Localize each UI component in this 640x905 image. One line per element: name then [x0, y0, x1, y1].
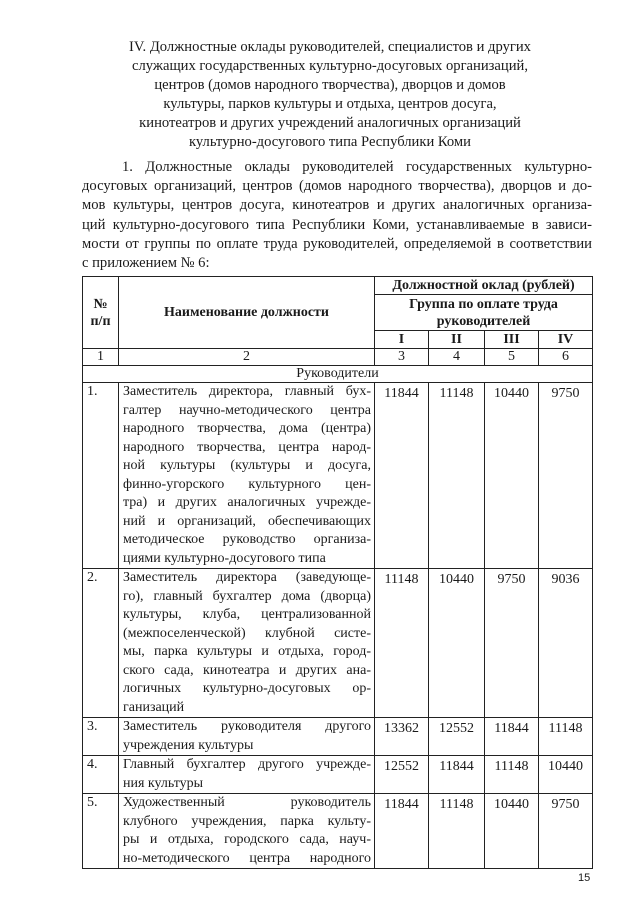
group-ii: II	[429, 331, 485, 349]
salary-value: 13362	[375, 718, 429, 756]
name-line: Заместитель руководителя другого	[123, 719, 371, 734]
paragraph-line: с приложением № 6:	[82, 255, 210, 272]
paragraph-line: мости от группы по оплате труда руководителей, определяемой в соответствии	[82, 235, 592, 252]
salary-value: 10440	[485, 794, 539, 869]
paragraph-line: ций культурно-досугового типа Республики Коми, устанавливаемые в зависи-	[82, 216, 592, 233]
heading-line: культуры, парков культуры и отдыха, центров досуга,	[163, 96, 497, 112]
paragraph-line: досуговых организаций, центров (домов народного творчества), дворцов и до-	[82, 178, 592, 195]
row-number: 2.	[83, 569, 119, 718]
name-line: циями культурно-досугового типа	[123, 550, 326, 566]
row-number: 5.	[83, 794, 119, 869]
name-line: ского сада, кинотеатра и других ана-	[123, 662, 371, 678]
paragraph-line: 1. Должностные оклады руководителей государственных культурно-	[122, 159, 592, 175]
salary-value: 10440	[429, 569, 485, 718]
row-number: 1.	[83, 383, 119, 569]
row-number: 3.	[83, 718, 119, 756]
group-iv: IV	[539, 331, 593, 349]
column-index: 3	[375, 349, 429, 366]
salary-value: 12552	[429, 718, 485, 756]
name-line: но-методического центра народного	[123, 850, 371, 866]
salary-value: 9750	[485, 569, 539, 718]
group-iii: III	[485, 331, 539, 349]
table-row	[83, 569, 593, 718]
name-line: народного творчества, дома (центра)	[123, 421, 371, 436]
name-line: финно-угорского культурного цен-	[123, 476, 371, 492]
column-header-number	[83, 277, 119, 349]
position-name	[119, 794, 375, 869]
salary-value: 9750	[539, 794, 593, 869]
name-line: народного творчества, центра народ-	[123, 439, 371, 455]
salary-value: 11844	[375, 383, 429, 569]
name-line: го), главный бухгалтер дома (дворца)	[123, 588, 371, 604]
column-index: 5	[485, 349, 539, 366]
column-index-row	[83, 349, 593, 366]
name-line: галтер научно-методического центра	[123, 402, 371, 418]
table-row	[83, 756, 593, 794]
name-line: методическое руководство организа-	[123, 532, 371, 547]
salary-value: 10440	[539, 756, 593, 794]
table-row	[83, 718, 593, 756]
name-line: ной культуры (культуры и досуга,	[123, 458, 371, 473]
name-line: учреждения культуры	[123, 737, 254, 753]
intro-paragraph	[82, 158, 592, 273]
salary-value: 9750	[539, 383, 593, 569]
column-index: 2	[119, 349, 375, 366]
salary-value: 10440	[485, 383, 539, 569]
position-name	[119, 718, 375, 756]
header-text: Группа по оплате труда	[409, 296, 558, 312]
table-row	[83, 794, 593, 869]
row-number: 4.	[83, 756, 119, 794]
salary-value: 11844	[485, 718, 539, 756]
name-line: тра) и других аналогичных учрежде-	[123, 495, 371, 510]
name-line: Художественный руководитель	[123, 795, 371, 810]
salary-value: 9036	[539, 569, 593, 718]
heading-line: культурно-досугового типа Республики Коми	[189, 134, 471, 150]
position-name	[119, 383, 375, 569]
name-line: ний и организаций, обеспечивающих	[123, 513, 371, 529]
salary-value: 11148	[429, 794, 485, 869]
name-line: Главный бухгалтер другого учрежде-	[123, 757, 371, 772]
salary-value: 11148	[429, 383, 485, 569]
name-line: ганизаций	[123, 699, 185, 715]
group-i: I	[375, 331, 429, 349]
header-text: п/п	[90, 313, 111, 329]
section-row	[83, 366, 593, 383]
name-line: мы, парка культуры и отдыха, город-	[123, 644, 371, 659]
salary-value: 12552	[375, 756, 429, 794]
name-line: ры и отдыха, городского сада, науч-	[123, 832, 371, 847]
header-text: №	[93, 296, 108, 312]
header-text: руководителей	[436, 313, 531, 329]
section-heading	[60, 38, 600, 152]
name-line: клубного учреждения, парка культу-	[123, 813, 371, 829]
heading-line: служащих государственных культурно-досуговых организаций,	[132, 58, 528, 74]
name-line: Заместитель директора, главный бух-	[123, 384, 371, 399]
name-line: Заместитель директора (заведующе-	[123, 570, 371, 585]
heading-line: кинотеатров и других учреждений аналогичных организаций	[139, 115, 521, 131]
name-line: культуры, клуба, централизованной	[123, 607, 371, 622]
name-line: (межпоселенческой) клубной систе-	[123, 625, 371, 641]
name-line: логичных культурно-досуговых ор-	[123, 681, 371, 696]
salary-value: 11148	[375, 569, 429, 718]
salary-header: Должностной оклад (рублей)	[375, 277, 593, 295]
group-header	[375, 295, 593, 331]
salary-value: 11844	[375, 794, 429, 869]
salary-value: 11148	[485, 756, 539, 794]
heading-line: центров (домов народного творчества), дворцов и домов	[154, 77, 506, 93]
salary-value: 11844	[429, 756, 485, 794]
column-index: 4	[429, 349, 485, 366]
salary-table	[82, 276, 593, 869]
position-name	[119, 756, 375, 794]
position-name	[119, 569, 375, 718]
salary-value: 11148	[539, 718, 593, 756]
section-title: Руководители	[83, 366, 593, 383]
column-index: 6	[539, 349, 593, 366]
column-index: 1	[83, 349, 119, 366]
heading-line: IV. Должностные оклады руководителей, специалистов и других	[129, 39, 531, 55]
page-number: 15	[578, 872, 591, 884]
name-line: ния культуры	[123, 775, 204, 791]
table-row	[83, 383, 593, 569]
column-header-position: Наименование должности	[119, 277, 375, 349]
paragraph-line: мов культуры, центров досуга, кинотеатров и других аналогичных организа-	[82, 197, 592, 214]
